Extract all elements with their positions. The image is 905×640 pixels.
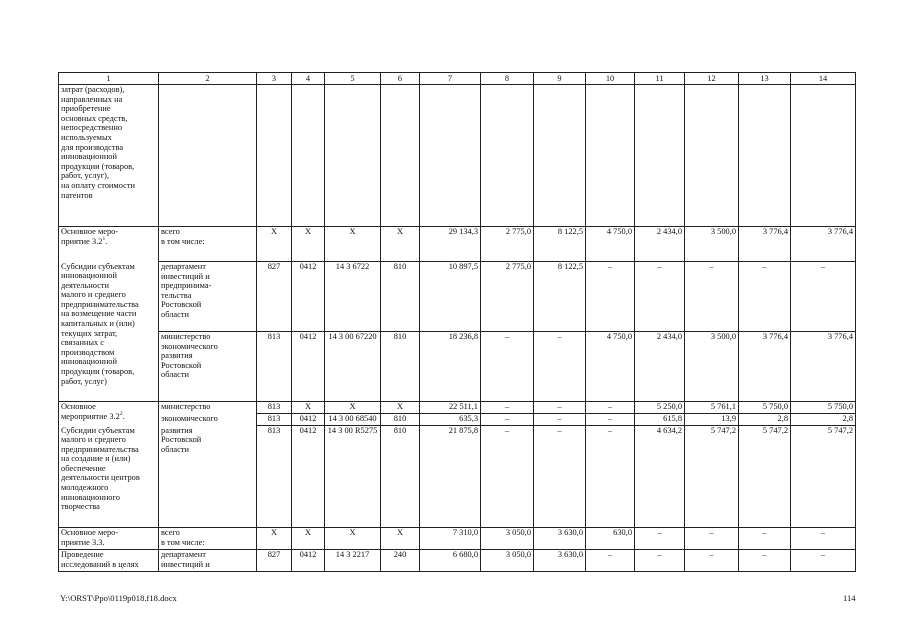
col-5-cell: Х [325, 402, 381, 414]
col-8-cell: – [481, 402, 534, 414]
col-10-cell: – [586, 402, 635, 414]
col-5-cell: 14 3 00 67220 [325, 332, 381, 402]
measure-title: Основное меро- приятие 3.2 [61, 227, 119, 246]
col-10-cell: – [586, 550, 635, 572]
col-4-cell: 0412 [292, 262, 325, 332]
col-12-cell: 3 500,0 [685, 332, 739, 402]
table-row [59, 528, 856, 550]
col-12-cell: 13,9 [685, 414, 739, 426]
col-14-cell: 2,8 [791, 414, 856, 426]
col-4-cell: 0412 [292, 414, 325, 426]
col-11-cell [635, 85, 685, 227]
col-14-cell [791, 85, 856, 227]
col-7-cell: 6 680,0 [420, 550, 481, 572]
col-12-cell [685, 85, 739, 227]
col-6-cell: 810 [381, 262, 420, 332]
col-8-cell: – [481, 332, 534, 402]
header-cell: 10 [586, 73, 635, 85]
col-9-cell: 3 630,0 [534, 528, 586, 550]
col-11-cell: 5 250,0 [635, 402, 685, 414]
col-3-cell: 813 [257, 414, 292, 426]
col-11-cell: 2 434,0 [635, 227, 685, 262]
col-6-cell: Х [381, 227, 420, 262]
col-14-cell: – [791, 262, 856, 332]
col-5-cell: 14 3 2217 [325, 550, 381, 572]
col-6-cell: Х [381, 528, 420, 550]
footer-file-path: Y:\ORST\Ppo\0119p018.f18.docx [60, 593, 177, 603]
footnote-mark: 1 [102, 235, 106, 242]
col-9-cell: – [534, 402, 586, 414]
col-7-cell: 10 897,5 [420, 262, 481, 332]
col-14-cell: – [791, 550, 856, 572]
col-10-cell: 630,0 [586, 528, 635, 550]
col-14-cell: – [791, 528, 856, 550]
executor-cell: департамент инвестиций и [159, 550, 257, 572]
footer-page-number: 114 [843, 593, 856, 603]
col-7-cell: 29 134,3 [420, 227, 481, 262]
col-13-cell: 3 776,4 [739, 227, 791, 262]
col-10-cell: – [586, 262, 635, 332]
executor-cell: всего в том числе: [159, 227, 257, 262]
footnote-mark: 2 [119, 410, 123, 417]
col-8-cell: 3 050,0 [481, 550, 534, 572]
col-13-cell: 3 776,4 [739, 332, 791, 402]
col-14-cell: 3 776,4 [791, 227, 856, 262]
table-row [59, 414, 856, 426]
col-12-cell: – [685, 550, 739, 572]
col-8-cell: – [481, 426, 534, 528]
col-14-cell: 3 776,4 [791, 332, 856, 402]
table-row [59, 85, 856, 227]
col-13-cell: – [739, 262, 791, 332]
col-13-cell: 5 750,0 [739, 402, 791, 414]
col-13-cell: – [739, 528, 791, 550]
col-7-cell: 18 236,8 [420, 332, 481, 402]
col-5-cell: 14 3 6722 [325, 262, 381, 332]
col-3-cell: 813 [257, 402, 292, 414]
col-4-cell: Х [292, 402, 325, 414]
col-6-cell: Х [381, 402, 420, 414]
col-9-cell [534, 85, 586, 227]
col-4-cell: Х [292, 227, 325, 262]
header-cell: 6 [381, 73, 420, 85]
col-4-cell: 0412 [292, 426, 325, 528]
col-6-cell: 240 [381, 550, 420, 572]
col-9-cell: 3 630,0 [534, 550, 586, 572]
col-6-cell [381, 85, 420, 227]
header-cell: 7 [420, 73, 481, 85]
header-row [59, 73, 856, 85]
table-row [59, 332, 856, 402]
table-row [59, 550, 856, 572]
measure-title-tail: . [105, 236, 108, 246]
header-cell: 13 [739, 73, 791, 85]
col-6-cell: 810 [381, 426, 420, 528]
col-14-cell: 5 747,2 [791, 426, 856, 528]
col-13-cell [739, 85, 791, 227]
executor-cell: развития Ростовской области [159, 426, 257, 528]
row-description: Проведение исследований в целях [59, 550, 159, 572]
col-13-cell: 5 747,2 [739, 426, 791, 528]
col-12-cell: 5 761,1 [685, 402, 739, 414]
col-10-cell: 4 750,0 [586, 227, 635, 262]
row-description: Субсидии субъектам малого и среднего предпринимательства на создание и (или) обеспечение деятельности центров молодежного инновационного творчества [59, 426, 159, 528]
col-3-cell: 813 [257, 332, 292, 402]
col-11-cell: 4 634,2 [635, 426, 685, 528]
col-7-cell: 7 310,0 [420, 528, 481, 550]
col-5-cell: 14 3 00 68540 [325, 414, 381, 426]
table-row [59, 227, 856, 262]
col-3-cell: 827 [257, 550, 292, 572]
header-cell: 4 [292, 73, 325, 85]
col-5-cell: 14 3 00 R5275 [325, 426, 381, 528]
col-14-cell: 5 750,0 [791, 402, 856, 414]
col-11-cell: – [635, 528, 685, 550]
header-cell: 1 [59, 73, 159, 85]
executor-cell: департамент инвестиций и предпринима- тельства Ростовской области [159, 262, 257, 332]
col-5-cell [325, 85, 381, 227]
col-7-cell: 22 511,1 [420, 402, 481, 414]
col-6-cell: 810 [381, 414, 420, 426]
measure-title-tail: . [122, 411, 125, 421]
table-row [59, 402, 856, 414]
col-12-cell: – [685, 262, 739, 332]
header-cell: 12 [685, 73, 739, 85]
executor-cell [159, 85, 257, 227]
col-8-cell: 2 775,0 [481, 262, 534, 332]
row-description: Субсидии субъектам инновационной деятельности малого и среднего предпринимательства на возмещение части капитальных и (или) текущих затрат, связанных с производством инновационной продукции (товаров, работ, услуг) [59, 262, 159, 402]
col-11-cell: 2 434,0 [635, 332, 685, 402]
col-7-cell [420, 85, 481, 227]
col-9-cell: 8 122,5 [534, 262, 586, 332]
col-11-cell: – [635, 262, 685, 332]
col-12-cell: 5 747,2 [685, 426, 739, 528]
col-9-cell: – [534, 332, 586, 402]
row-description [59, 227, 159, 262]
col-4-cell: 0412 [292, 550, 325, 572]
col-9-cell: – [534, 426, 586, 528]
col-3-cell: 813 [257, 426, 292, 528]
measure-title: Основное мероприятие 3.2 [61, 402, 120, 421]
col-9-cell: – [534, 414, 586, 426]
col-13-cell: – [739, 550, 791, 572]
header-cell: 11 [635, 73, 685, 85]
col-12-cell: 3 500,0 [685, 227, 739, 262]
col-10-cell: 4 750,0 [586, 332, 635, 402]
col-3-cell: 827 [257, 262, 292, 332]
header-cell: 8 [481, 73, 534, 85]
col-4-cell: Х [292, 528, 325, 550]
col-7-cell: 635,3 [420, 414, 481, 426]
row-description [59, 402, 159, 426]
col-7-cell: 21 875,8 [420, 426, 481, 528]
col-8-cell: 3 050,0 [481, 528, 534, 550]
col-11-cell: – [635, 550, 685, 572]
row-description: затрат (расходов), направленных на приобретение основных средств, непосредственно используемых для производства инновационной продукции (товаров, работ, услуг), на оплату стоимости патентов [59, 85, 159, 227]
executor-cell: министерство [159, 402, 257, 414]
col-10-cell: – [586, 426, 635, 528]
header-cell: 2 [159, 73, 257, 85]
header-cell: 3 [257, 73, 292, 85]
col-11-cell: 615,8 [635, 414, 685, 426]
header-cell: 14 [791, 73, 856, 85]
row-description: Основное меро- приятие 3.3. [59, 528, 159, 550]
col-4-cell: 0412 [292, 332, 325, 402]
executor-cell: министерство экономического развития Ростовской области [159, 332, 257, 402]
col-12-cell: – [685, 528, 739, 550]
col-4-cell [292, 85, 325, 227]
col-6-cell: 810 [381, 332, 420, 402]
col-3-cell [257, 85, 292, 227]
col-5-cell: Х [325, 227, 381, 262]
col-8-cell [481, 85, 534, 227]
table-row [59, 262, 856, 332]
budget-table [58, 72, 856, 572]
col-9-cell: 8 122,5 [534, 227, 586, 262]
header-cell: 5 [325, 73, 381, 85]
col-10-cell [586, 85, 635, 227]
header-cell: 9 [534, 73, 586, 85]
col-8-cell: 2 775,0 [481, 227, 534, 262]
executor-cell: всего в том числе: [159, 528, 257, 550]
table-row [59, 426, 856, 528]
col-5-cell: Х [325, 528, 381, 550]
col-10-cell: – [586, 414, 635, 426]
executor-cell: экономического [159, 414, 257, 426]
col-3-cell: Х [257, 227, 292, 262]
col-8-cell: – [481, 414, 534, 426]
col-13-cell: 2,8 [739, 414, 791, 426]
col-3-cell: Х [257, 528, 292, 550]
